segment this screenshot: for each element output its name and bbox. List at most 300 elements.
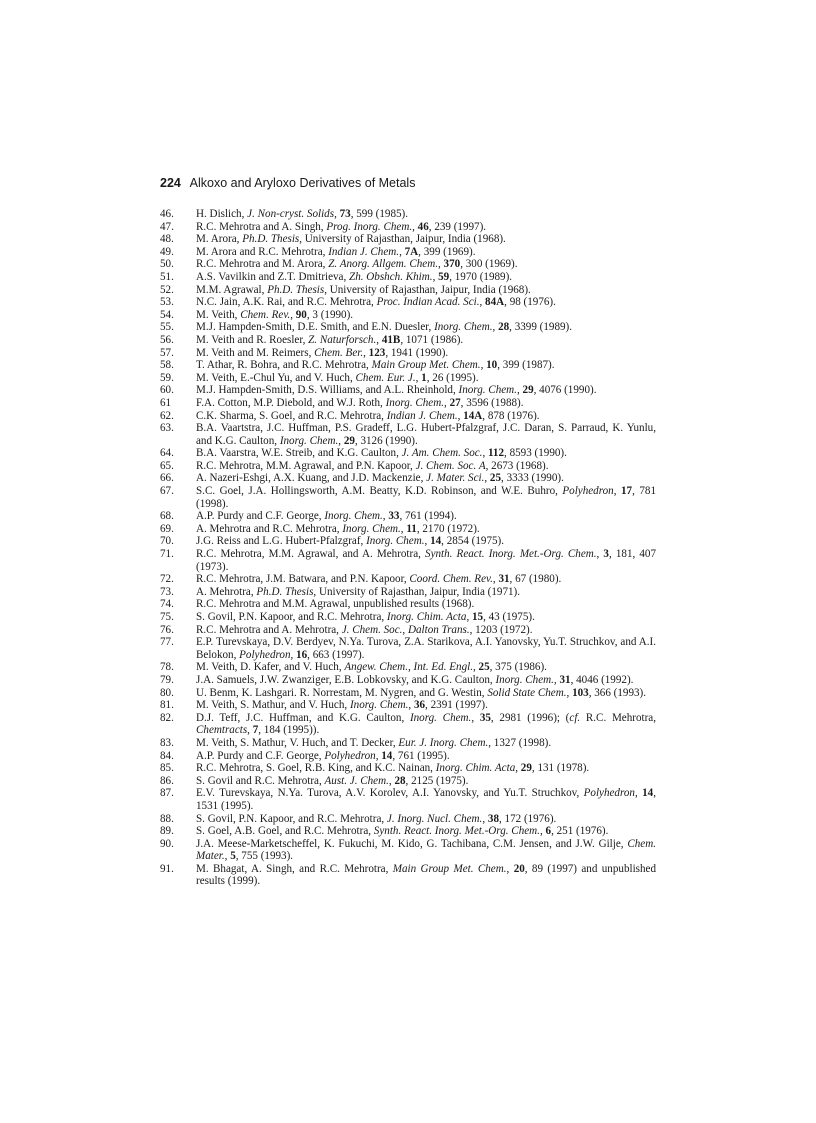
reference-number: 56. <box>160 333 174 346</box>
reference-number: 55. <box>160 321 174 334</box>
reference-segment: , 26 (1995). <box>426 371 479 384</box>
volume-number: 16 <box>296 648 308 661</box>
reference-text <box>196 687 656 700</box>
volume-number: 29 <box>522 384 534 397</box>
journal-title: Main Group Met. Chem. <box>371 359 481 372</box>
reference-text <box>196 787 656 812</box>
reference-text <box>196 586 656 599</box>
reference-item <box>160 296 656 309</box>
reference-text <box>196 674 656 687</box>
volume-number: 28 <box>394 774 406 787</box>
journal-title: Inorg. Chim. Acta <box>435 762 516 775</box>
volume-number: 27 <box>449 396 461 409</box>
journal-title: Chemtracts <box>196 724 248 737</box>
reference-segment: F.A. Cotton, M.P. Diebold, and W.J. Roth, <box>196 396 386 409</box>
reference-segment: , <box>471 711 480 724</box>
volume-number: 36 <box>413 699 426 712</box>
reference-segment: A. Mehrotra, <box>196 585 257 598</box>
reference-text <box>196 372 656 385</box>
journal-title: Inorg. Chem. <box>458 384 517 397</box>
reference-segment: , <box>539 825 546 838</box>
reference-segment: R.C. Mehrotra and A. Singh, <box>196 220 327 233</box>
journal-title: J. Mater. Sci. <box>426 472 485 485</box>
reference-text <box>196 699 656 712</box>
reference-segment: , 239 (1997). <box>428 220 487 233</box>
reference-item <box>160 863 656 888</box>
reference-segment: , <box>438 258 444 271</box>
reference-segment: H. Dislich, <box>196 208 248 220</box>
reference-text <box>196 825 656 838</box>
reference-text <box>196 523 656 536</box>
reference-item <box>160 750 656 763</box>
volume-number: 7A <box>404 245 419 258</box>
journal-title: Inorg. Chem. <box>434 321 493 334</box>
reference-item <box>160 611 656 624</box>
volume-number: 3 <box>603 548 609 561</box>
reference-item <box>160 384 656 397</box>
reference-segment: , 67 (1980). <box>509 573 562 586</box>
volume-number: 31 <box>559 673 571 686</box>
reference-item <box>160 586 656 599</box>
reference-item <box>160 271 656 284</box>
reference-number: 87. <box>160 787 174 800</box>
reference-segment: R.C. Mehrotra, M.M. Agrawal, and A. Mehrotra, <box>196 548 426 561</box>
volume-number: 15 <box>471 611 484 623</box>
reference-segment: , <box>472 661 479 674</box>
reference-item <box>160 787 656 812</box>
reference-number: 79. <box>160 673 174 686</box>
volume-number: 38 <box>487 812 499 825</box>
reference-number: 59. <box>160 371 174 384</box>
journal-title: Chem. Eur. J. <box>355 371 416 384</box>
reference-segment: M. Bhagat, A. Singh, and R.C. Mehrotra, <box>196 862 393 875</box>
reference-number: 73. <box>160 585 174 598</box>
reference-segment: , 761 (1994). <box>399 510 457 523</box>
reference-item <box>160 221 656 234</box>
reference-segment: , 184 (1995)). <box>258 724 320 737</box>
journal-title: Polyhedron <box>239 648 291 661</box>
reference-segment: , 89 (1997) and unpublished results (1999). <box>196 862 656 888</box>
journal-title: Coord. Chem. Rev. <box>409 573 493 586</box>
reference-segment: J.A. Samuels, J.W. Zwanziger, E.B. Lobkovsky, and K.G. Caulton, <box>196 673 496 686</box>
reference-segment: , 663 (1997). <box>307 648 365 661</box>
reference-number: 89. <box>160 825 174 838</box>
reference-segment: , <box>506 862 514 875</box>
reference-segment: , 375 (1986). <box>489 661 547 674</box>
reference-segment: R.C. Mehrotra and M.M. Agrawal, unpublished results (1968). <box>196 598 475 611</box>
reference-segment: , <box>363 346 369 359</box>
reference-number: 60. <box>160 384 174 397</box>
reference-segment: , <box>290 308 296 321</box>
reference-segment: M. Veith and M. Reimers, <box>196 346 315 359</box>
reference-item <box>160 347 656 360</box>
reference-segment: , 2981 (1996); ( <box>490 711 570 724</box>
volume-number: 59 <box>438 270 450 283</box>
reference-item <box>160 309 656 322</box>
journal-title: Inorg. Chem. <box>279 434 339 447</box>
journal-title: Main Group Met. Chem. <box>392 862 507 875</box>
reference-segment: , <box>399 245 405 258</box>
reference-segment: , <box>634 787 643 800</box>
reference-item <box>160 775 656 788</box>
reference-segment: A.P. Purdy and C.F. George, <box>196 510 325 523</box>
journal-title: Z. Anorg. Allgem. Chem. <box>328 258 438 271</box>
reference-segment: M.J. Hampden-Smith, D.S. Williams, and A.L. Rheinhold, <box>196 384 459 397</box>
reference-segment: , <box>247 724 253 737</box>
reference-segment: , 2125 (1975). <box>405 774 469 787</box>
reference-segment: B.A. Vaarstra, W.E. Streib, and K.G. Caulton, <box>196 447 402 460</box>
reference-number: 74. <box>160 598 174 611</box>
reference-segment: J.G. Reiss and L.G. Hubert-Pfalzgraf, <box>196 535 367 548</box>
reference-number: 63. <box>160 422 174 435</box>
reference-segment: M.M. Agrawal, <box>196 283 268 296</box>
reference-item <box>160 573 656 586</box>
reference-segment: R.C. Mehrotra, J.M. Batwara, and P.N. Kapoor, <box>196 573 410 586</box>
reference-segment: , <box>613 485 621 498</box>
reference-segment: , 599 (1985). <box>350 208 409 220</box>
reference-segment: , <box>224 850 231 863</box>
reference-item <box>160 674 656 687</box>
reference-item <box>160 699 656 712</box>
reference-text <box>196 321 656 334</box>
reference-number: 58. <box>160 359 174 372</box>
reference-item <box>160 825 656 838</box>
reference-number: 64. <box>160 447 174 460</box>
journal-title: Ph.D. Thesis <box>256 585 314 598</box>
reference-item <box>160 372 656 385</box>
volume-number: 29 <box>520 762 532 775</box>
reference-text <box>196 397 656 410</box>
reference-item <box>160 422 656 447</box>
reference-item <box>160 813 656 826</box>
reference-text <box>196 422 656 447</box>
reference-item <box>160 258 656 271</box>
reference-number: 76. <box>160 623 174 636</box>
reference-segment: , 2391 (1997). <box>425 699 488 712</box>
reference-number: 78. <box>160 661 174 674</box>
reference-segment: , <box>566 686 573 699</box>
reference-number: 51. <box>160 270 174 283</box>
volume-number: 7 <box>252 724 259 737</box>
volume-number: 25 <box>478 661 490 674</box>
journal-title: J. Inorg. Nucl. Chem. <box>386 812 483 825</box>
reference-number: 47. <box>160 220 174 233</box>
reference-segment: , <box>408 699 414 712</box>
reference-segment: , 3126 (1990). <box>354 434 418 447</box>
volume-number: 31 <box>498 573 510 586</box>
reference-text <box>196 510 656 523</box>
reference-text <box>196 334 656 347</box>
volume-number: 123 <box>368 346 386 359</box>
reference-item <box>160 359 656 372</box>
reference-item <box>160 661 656 674</box>
reference-segment: , 8593 (1990). <box>504 447 567 460</box>
reference-segment: , 43 (1975). <box>483 611 535 623</box>
reference-segment: S. Goel, A.B. Goel, and R.C. Mehrotra, <box>196 825 374 838</box>
reference-segment: , 1941 (1990). <box>385 346 449 359</box>
reference-segment: , <box>482 812 488 825</box>
reference-segment: R.C. Mehrotra, S. Goel, R.B. King, and K.C. Nainan, <box>196 762 436 775</box>
reference-number: 77. <box>160 636 174 649</box>
reference-segment: R.C. Mehrotra, <box>580 711 656 724</box>
reference-segment: , 4076 (1990). <box>533 384 597 397</box>
reference-segment: R.C. Mehrotra and M. Arora, <box>196 258 329 271</box>
reference-segment: E.V. Turevskaya, N.Ya. Turova, A.V. Korolev, A.I. Yanovsky, and Yu.T. Struchkov, <box>196 787 584 800</box>
reference-number: 90. <box>160 837 174 850</box>
reference-segment: , 131 (1978). <box>531 762 590 775</box>
reference-text <box>196 598 656 611</box>
reference-text <box>196 359 656 372</box>
reference-text <box>196 661 656 674</box>
reference-segment: , 366 (1993). <box>588 686 647 699</box>
reference-number: 86. <box>160 774 174 787</box>
volume-number: 84A <box>485 296 505 309</box>
reference-segment: , 878 (1976). <box>482 409 540 422</box>
reference-segment: D.J. Teff, J.C. Huffman, and K.G. Caulton, <box>196 711 410 724</box>
reference-number: 67. <box>160 485 174 498</box>
reference-item <box>160 460 656 473</box>
reference-segment: , 181, 407 (1973). <box>196 548 657 573</box>
reference-segment: , <box>553 673 560 686</box>
reference-segment: , <box>596 548 604 561</box>
journal-title: Z. Naturforsch. <box>308 333 377 346</box>
reference-segment: , <box>375 749 382 762</box>
reference-item <box>160 485 656 510</box>
reference-segment: A.S. Vavilkin and Z.T. Dmitrieva, <box>196 270 350 283</box>
reference-segment: , <box>376 333 382 346</box>
reference-segment: A. Nazeri-Eshgi, A.X. Kuang, and J.D. Mackenzie, <box>196 472 427 485</box>
reference-item <box>160 523 656 536</box>
reference-segment: , 399 (1969). <box>418 245 476 258</box>
reference-segment: A.P. Purdy and C.F. George, <box>196 749 325 762</box>
journal-title: Polyhedron <box>562 485 614 498</box>
reference-number: 70. <box>160 535 174 548</box>
reference-item <box>160 472 656 485</box>
reference-text <box>196 737 656 750</box>
reference-segment: , University of Rajasthan, Jaipur, India (1968). <box>299 233 506 246</box>
reference-segment: B.A. Vaartstra, J.C. Huffman, P.S. Gradeff, L.G. Hubert-Pfalzgraf, J.C. Daran, S. Parraud, K. Yunlu, and K.G. Caulton, <box>196 422 656 447</box>
reference-text <box>196 221 656 234</box>
reference-number: 50. <box>160 258 174 271</box>
reference-segment: , <box>479 296 486 309</box>
reference-segment: , <box>388 774 395 787</box>
volume-number: 28 <box>498 321 510 334</box>
reference-text <box>196 485 656 510</box>
reference-segment: M. Arora and R.C. Mehrotra, <box>196 245 329 258</box>
journal-title: J. Am. Chem. Soc. <box>401 447 483 460</box>
reference-text <box>196 460 656 473</box>
reference-text <box>196 548 656 573</box>
journal-title: Zh. Obshch. Khim. <box>349 270 433 283</box>
reference-number: 57. <box>160 346 174 359</box>
journal-title: Polyhedron <box>583 787 635 800</box>
volume-number: 29 <box>343 434 355 447</box>
journal-title: Inorg. Chem. <box>409 711 472 724</box>
reference-item <box>160 284 656 297</box>
reference-segment: , <box>400 522 407 535</box>
reference-text <box>196 233 656 246</box>
journal-title: Eur. J. Inorg. Chem. <box>398 736 489 749</box>
reference-item <box>160 447 656 460</box>
reference-segment: , <box>492 321 499 334</box>
reference-segment: , 2854 (1975). <box>441 535 505 548</box>
journal-title: Chem. Mater. <box>196 837 656 863</box>
reference-segment: , 1203 (1972). <box>469 623 533 636</box>
reference-text <box>196 296 656 309</box>
reference-segment: , 251 (1976). <box>551 825 609 838</box>
reference-item <box>160 712 656 737</box>
volume-number: 73 <box>339 208 351 220</box>
reference-segment: , 2673 (1968). <box>485 459 549 472</box>
reference-segment: C.K. Sharma, S. Goel, and R.C. Mehrotra, <box>196 409 387 422</box>
journal-title: Solid State Chem. <box>487 686 567 699</box>
volume-number: 1 <box>421 371 427 384</box>
volume-number: 90 <box>295 308 307 321</box>
volume-number: 20 <box>513 862 525 875</box>
reference-item <box>160 838 656 863</box>
reference-item <box>160 598 656 611</box>
reference-item <box>160 737 656 750</box>
reference-text <box>196 775 656 788</box>
journal-title: Inorg. Chem. <box>495 673 554 686</box>
reference-number: 68. <box>160 510 174 523</box>
reference-segment: , 1327 (1998). <box>488 736 552 749</box>
reference-segment: R.C. Mehrotra and A. Mehrotra, <box>196 623 342 636</box>
reference-segment: , <box>492 573 499 586</box>
reference-text <box>196 838 656 863</box>
volume-number: 103 <box>572 686 589 699</box>
reference-segment: , <box>290 648 297 661</box>
journal-title: Inorg. Chem. <box>366 535 425 548</box>
reference-segment: J.A. Meese-Marketscheffel, K. Fukuchi, M. Kido, G. Tachibana, C.M. Jensen, and J.W. Gilje, <box>196 837 628 850</box>
reference-text <box>196 410 656 423</box>
journal-title: cf. <box>569 711 581 724</box>
reference-segment: , 1970 (1989). <box>449 270 513 283</box>
reference-text <box>196 271 656 284</box>
journal-title: Aust. J. Chem. <box>324 774 389 787</box>
reference-number: 66. <box>160 472 174 485</box>
reference-segment: S. Govil, P.N. Kapoor, and R.C. Mehrotra, <box>196 611 387 623</box>
journal-title: Polyhedron <box>324 749 376 762</box>
journal-title: Inorg. Chem. <box>349 699 409 712</box>
reference-segment: M. Veith, S. Mathur, and V. Huch, <box>196 699 350 712</box>
reference-segment: , 1531 (1995). <box>196 787 656 812</box>
reference-segment: , 761 (1995). <box>392 749 450 762</box>
page-number: 224 <box>160 176 181 190</box>
reference-segment: , <box>432 270 439 283</box>
reference-number: 88. <box>160 812 174 825</box>
volume-number: 112 <box>488 447 505 460</box>
reference-segment: M. Arora, <box>196 233 243 246</box>
volume-number: 14 <box>381 749 393 762</box>
reference-segment: , <box>338 434 344 447</box>
reference-number: 54. <box>160 308 174 321</box>
reference-number: 49. <box>160 245 174 258</box>
volume-number: 35 <box>479 711 491 724</box>
reference-item <box>160 410 656 423</box>
reference-number: 75. <box>160 611 174 623</box>
journal-title: Indian J. Chem. <box>328 245 400 258</box>
reference-segment: , <box>334 208 340 220</box>
reference-text <box>196 573 656 586</box>
reference-text <box>196 636 656 661</box>
reference-item <box>160 397 656 410</box>
reference-segment: , 2170 (1972). <box>416 522 480 535</box>
reference-item <box>160 334 656 347</box>
reference-text <box>196 750 656 763</box>
reference-number: 91. <box>160 862 174 875</box>
reference-item <box>160 762 656 775</box>
reference-segment: S. Govil and R.C. Mehrotra, <box>196 774 325 787</box>
reference-segment: S.C. Goel, J.A. Hollingsworth, A.M. Beatty, K.D. Robinson, and W.E. Buhro, <box>196 485 563 498</box>
reference-segment: E.P. Turevskaya, D.V. Berdyev, N.Ya. Turova, Z.A. Starikova, A.I. Yanovsky, Yu.T. Struchkov, and A.I. Belokon, <box>196 636 656 661</box>
reference-item <box>160 548 656 573</box>
journal-title: Synth. React. Inorg. Met.-Org. Chem. <box>425 548 597 561</box>
volume-number: 10 <box>486 359 498 372</box>
reference-segment: M. Veith, <box>196 308 241 321</box>
reference-segment: , University of Rajasthan, Jaipur, India (1971). <box>313 585 521 598</box>
reference-number: 48. <box>160 233 174 246</box>
reference-number: 85. <box>160 762 174 775</box>
reference-item <box>160 321 656 334</box>
reference-segment: , 4046 (1992). <box>570 673 634 686</box>
reference-item <box>160 636 656 661</box>
journal-title: Inorg. Chem. <box>385 396 445 409</box>
journal-title: Ph.D. Thesis <box>267 283 325 296</box>
reference-segment: , 3596 (1988). <box>460 396 524 409</box>
journal-title: Ph.D. Thesis <box>242 233 300 246</box>
running-title: Alkoxo and Aryloxo Derivatives of Metals <box>189 176 416 190</box>
reference-number: 72. <box>160 573 174 586</box>
volume-number: 33 <box>388 510 400 523</box>
reference-segment: , <box>515 762 521 775</box>
reference-item <box>160 233 656 246</box>
volume-number: 14A <box>463 409 483 422</box>
journal-title: Chem. Ber. <box>314 346 364 359</box>
reference-number: 80. <box>160 686 174 699</box>
reference-segment: , 172 (1976). <box>498 812 557 825</box>
reference-item <box>160 246 656 259</box>
reference-segment: R.C. Mehrotra, M.M. Agrawal, and P.N. Kapoor, <box>196 459 416 472</box>
reference-segment: , 1071 (1986). <box>400 333 464 346</box>
reference-segment: , <box>480 359 487 372</box>
reference-text <box>196 284 656 297</box>
reference-segment: , <box>444 396 450 409</box>
journal-title: Chem. Rev. <box>240 308 291 321</box>
reference-text <box>196 309 656 322</box>
reference-text <box>196 208 656 221</box>
reference-segment: A. Mehrotra and R.C. Mehrotra, <box>196 522 343 535</box>
reference-segment: , <box>466 611 472 623</box>
reference-segment: , 3 (1990). <box>306 308 354 321</box>
journal-title: J. Non-cryst. Solids <box>247 208 335 220</box>
reference-segment: M. Veith, S. Mathur, V. Huch, and T. Decker, <box>196 736 399 749</box>
reference-list <box>160 208 656 888</box>
reference-text <box>196 535 656 548</box>
reference-segment: U. Benm, K. Lashgari. R. Norrestam, M. Nygren, and G. Westin, <box>196 686 488 699</box>
volume-number: 25 <box>489 472 502 485</box>
reference-segment: , 3399 (1989). <box>509 321 573 334</box>
reference-number: 65. <box>160 459 174 472</box>
reference-text <box>196 762 656 775</box>
reference-segment: , 781 (1998). <box>196 485 656 510</box>
journal-title: Synth. React. Inorg. Met.-Org. Chem. <box>373 825 540 838</box>
reference-number: 84. <box>160 749 174 762</box>
journal-title: Prog. Inorg. Chem. <box>326 220 413 233</box>
reference-segment: , <box>484 472 490 485</box>
reference-segment: , <box>457 409 464 422</box>
reference-segment: , <box>482 447 488 460</box>
